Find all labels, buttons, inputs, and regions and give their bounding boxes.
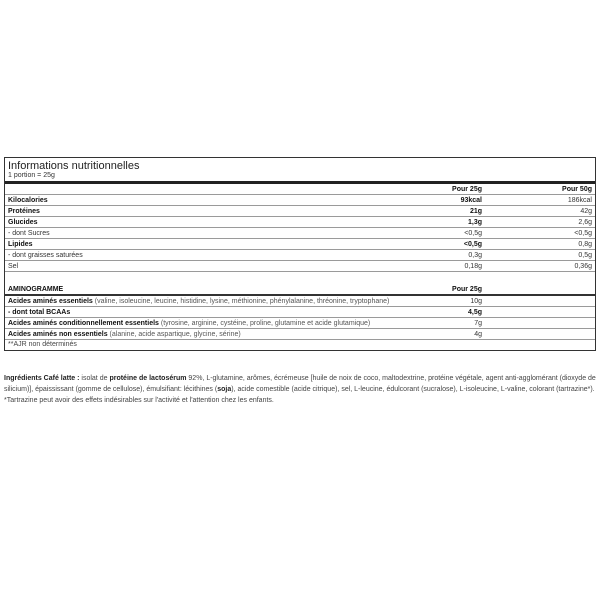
row-value-50g: 0,36g [574,263,592,270]
row-label: Acides aminés conditionnellement essentiels [8,320,159,327]
ingredients-part: isolat de [79,375,110,382]
table-row [5,195,595,206]
ingredients-label: Ingrédients Café latte : [4,375,80,382]
row-detail: (tyrosine, arginine, cystéine, proline, glutamine et acide glutamique) [158,320,371,327]
row-label: - dont Sucres [8,230,50,237]
row-value-25g: 4g [474,331,482,338]
nutrition-table [4,157,596,351]
table-title: Informations nutritionnelles [8,160,140,172]
row-value-25g: 7g [474,320,482,327]
row-value-25g: 1,3g [467,219,482,226]
row-label: Sel [8,263,19,270]
row-value-50g: 186kcal [567,197,592,204]
table-row [5,261,595,272]
ingredients-part: ), acide comestible (acide citrique), sel, L-leucine, édulcorant (sucralose), L-isoleucine, L-valine, colorant (tartrazine*). *Tartrazine peut avoir des effets indésirables sur l'activité et l'attention chez les enfants. [4,386,595,404]
row-label: Kilocalories [8,197,48,204]
row-label: - dont total BCAAs [8,309,71,316]
table-row [5,239,595,250]
row-value-25g: 10g [470,298,482,305]
row-detail: (alanine, acide aspartique, glycine, sérine) [107,331,241,338]
aminogram-col-header: Pour 25g [452,286,482,293]
row-value-25g: 21g [469,208,482,215]
table-row [5,296,595,307]
row-value-25g: 0,3g [468,252,482,259]
row-label: Protéines [8,208,40,215]
row-value-50g: 42g [580,208,592,215]
col-header-25g: Pour 25g [452,186,482,193]
row-detail: (valine, isoleucine, leucine, histidine, lysine, méthionine, phénylalanine, thréonine, tryptophane) [92,298,390,305]
table-row [5,217,595,228]
row-label: Lipides [8,241,33,248]
row-label: Acides aminés non essentiels [8,331,108,338]
row-value-25g: 4,5g [467,309,482,316]
portion-size: 1 portion = 25g [5,172,595,184]
row-label: Acides aminés essentiels [8,298,93,305]
aminogram-title: AMINOGRAMME [8,286,64,293]
row-value-25g: <0,5g [464,230,482,237]
table-row [5,206,595,217]
ingredients-bold: soja [217,386,232,393]
footnote: **AJR non déterminés [8,341,77,348]
col-header-50g: Pour 50g [562,186,592,193]
table-row [5,329,595,340]
row-value-50g: <0,5g [574,230,592,237]
row-value-50g: 0,8g [578,241,592,248]
table-row [5,228,595,239]
section-gap [5,272,595,284]
ingredients-bold: protéine de lactosérum [109,375,187,382]
table-row [5,250,595,261]
ingredients-text [4,373,596,406]
table-row [5,307,595,318]
row-value-50g: 2,6g [578,219,592,226]
row-label: - dont graisses saturées [8,252,83,259]
row-value-25g: <0,5g [463,241,482,248]
row-value-25g: 93kcal [460,197,482,204]
row-value-50g: 0,5g [578,252,592,259]
row-value-25g: 0,18g [464,263,482,270]
aminogram-header-row [5,284,595,296]
table-row [5,318,595,329]
row-label: Glucides [8,219,38,226]
table-header-row [5,184,595,195]
ingredients-part: 92%, L-glutamine, arômes, écrémeuse [huile de noix de coco, maltodextrine, protéine végétale, agent anti-agglomérant (dioxyde de silicium)], épaississant (gomme de cellulose), émulsifiant: lécithines ( [4,375,596,393]
